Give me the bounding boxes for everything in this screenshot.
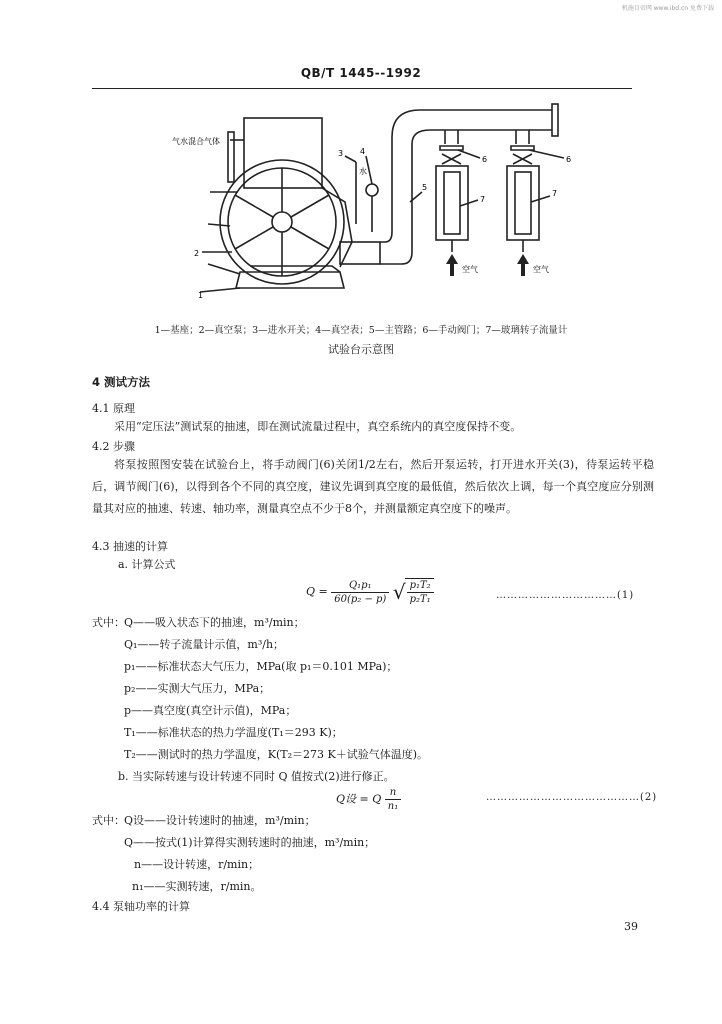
- formula-1-radicand-den: p₂T₁: [409, 594, 431, 605]
- label-7b: 7: [552, 189, 558, 198]
- formula-2-numerator: n: [385, 786, 401, 800]
- where-2-item: n——设计转速，r/min；: [134, 858, 260, 871]
- where-1-intro: 式中：: [92, 616, 125, 629]
- where-1-item: T₁——标准状态的热力学温度(T₁＝293 K)；: [124, 726, 343, 739]
- section-4-2-heading: 4.2 步骤: [92, 440, 135, 453]
- formula-2: [336, 786, 401, 813]
- section-4-heading: 4 测试方法: [92, 375, 151, 389]
- label-6b: 6: [566, 155, 572, 164]
- formula-2-dots: ……………………………………: [486, 792, 640, 803]
- label-water: 水: [359, 167, 367, 176]
- formula-2-denominator: n₁: [387, 801, 399, 812]
- label-inlet: 气水混合气体: [172, 137, 220, 146]
- standard-number: QB/T 1445--1992: [300, 66, 422, 80]
- where-1-item: p₁——标准状态大气压力，MPa(取 p₁＝0.101 MPa)；: [124, 660, 398, 673]
- label-2: 2: [194, 249, 200, 258]
- label-6a: 6: [482, 155, 488, 164]
- section-4-3-heading: 4.3 抽速的计算: [92, 540, 168, 553]
- page-number: 39: [624, 920, 638, 933]
- section-4-1-heading: 4.1 原理: [92, 402, 135, 415]
- where-1-item: Q₁——转子流量计示值，m³/h；: [124, 638, 285, 651]
- label-air-1: 空气: [462, 265, 478, 274]
- formula-1-radicand-num: p₁T₂: [407, 579, 434, 593]
- label-7a: 7: [480, 195, 486, 204]
- section-4-1-text: 采用“定压法”测试泵的抽速，即在测试流量过程中，真空系统内的真空度保持不变。: [114, 420, 522, 433]
- section-4-3-a: a. 计算公式: [118, 558, 176, 571]
- figure-title: 试验台示意图: [328, 343, 394, 356]
- formula-1-denominator: 60(p₂ − p): [334, 593, 387, 605]
- where-1-item: T₂——测试时的热力学温度，K(T₂＝273 K＋试验气体温度)。: [124, 748, 429, 761]
- formula-1-numerator: Q₁p₁: [331, 579, 389, 593]
- section-4-2-text: 将泵按照图安装在试验台上，将手动阀门(6)关闭1/2左右，然后开泵运转，打开进水开关(3)，待泵运转平稳后，调节阀门(6)，以得到各个不同的真空度，建议先调到真空度的最低值，然后依次上调，每一个真空度应分别测量其对应的抽速、转速、轴功率，测量真空点不少于8个，并测量额定真空度下的噪声。: [92, 458, 654, 515]
- watermark: 机施目帝网 www.ibd.cn 免费下载: [621, 5, 714, 12]
- where-2-intro: 式中：: [92, 814, 125, 827]
- formula-1-number: (1): [617, 590, 635, 601]
- where-1-item: p₂——实测大气压力，MPa；: [124, 682, 271, 695]
- section-4-3-b: b. 当实际转速与设计转速不同时 Q 值按式(2)进行修正。: [118, 770, 395, 783]
- where-2-item: Q设——设计转速时的抽速，m³/min；: [124, 814, 316, 827]
- label-5: 5: [422, 183, 428, 192]
- where-1-item: p——真空度(真空计示值)，MPa；: [124, 704, 297, 717]
- where-2-item: n₁——实测转速，r/min。: [132, 880, 262, 893]
- where-2-item: Q——按式(1)计算得实测转速时的抽速，m³/min；: [124, 836, 376, 849]
- figure-legend: 1—基座；2—真空泵；3—进水开关；4—真空表；5—主管路；6—手动阀门；7—玻璃转子流量计: [154, 325, 568, 336]
- test-bench-diagram: [140, 92, 580, 312]
- section-4-4-heading: 4.4 泵轴功率的计算: [92, 900, 190, 913]
- label-air-2: 空气: [533, 265, 549, 274]
- formula-1-dots: ……………………………: [496, 590, 617, 601]
- label-4: 4: [360, 147, 366, 156]
- label-3: 3: [338, 149, 344, 158]
- header-rule: [92, 88, 632, 89]
- formula-1: Q = $\frac{\text{Q₁p₁}}{\text{60(p₂ − p)}}$ √ $\frac{\text{p₁T₂}}{\text{p₂T₁}}$: [306, 578, 434, 606]
- label-1: 1: [198, 291, 204, 300]
- formula-2-number: (2): [640, 792, 658, 803]
- where-1-item: Q——吸入状态下的抽速，m³/min；: [124, 616, 305, 629]
- formula-1-lhs: Q =: [306, 585, 328, 598]
- formula-2-lhs: Q设 = Q: [336, 792, 382, 806]
